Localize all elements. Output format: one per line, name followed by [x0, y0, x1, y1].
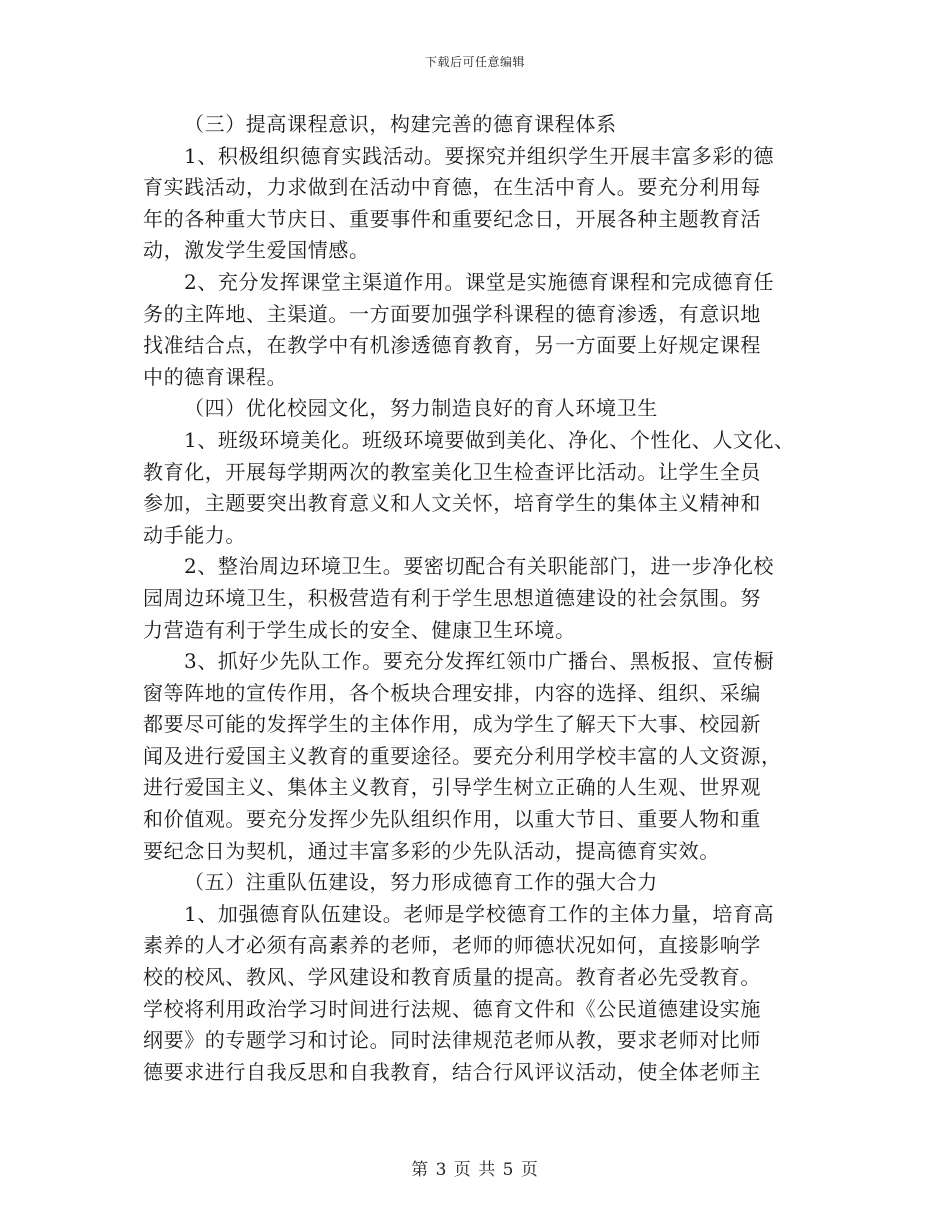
- text-line: （四）优化校园文化，努力制造良好的育人环境卫生: [184, 396, 658, 421]
- text-line: 闻及进行爱国主义教育的重要途径。要充分利用学校丰富的人文资源，: [143, 743, 782, 768]
- text-line: 力营造有利于学生成长的安全、健康卫生环境。: [143, 617, 576, 642]
- page-header: 下载后可任意编辑: [424, 55, 525, 69]
- text-line: 1、积极组织德育实践活动。要探究并组织学生开展丰富多彩的德: [184, 143, 775, 168]
- text-line: 学校将利用政治学习时间进行法规、德育文件和《公民道德建设实施: [143, 996, 761, 1021]
- text-line: 进行爱国主义、集体主义教育，引导学生树立正确的人生观、世界观: [143, 775, 761, 800]
- text-line: 都要尽可能的发挥学生的主体作用，成为学生了解天下大事、校园新: [143, 712, 761, 737]
- text-line: （三）提高课程意识，构建完善的德育课程体系: [184, 112, 617, 136]
- text-line: 德要求进行自我反思和自我教育，结合行风评议活动，使全体老师主: [143, 1059, 761, 1084]
- text-line: 素养的人才必须有高素养的老师，老师的师德状况如何，直接影响学: [143, 933, 761, 958]
- text-line: 校的校风、教风、学风建设和教育质量的提高。教育者必先受教育。: [143, 965, 761, 990]
- text-line: 1、加强德育队伍建设。老师是学校德育工作的主体力量，培育高: [184, 901, 775, 926]
- text-line: 找准结合点，在教学中有机渗透德育教育，另一方面要上好规定课程: [143, 333, 761, 358]
- document-body: [143, 109, 823, 1088]
- text-line: 1、班级环境美化。班级环境要做到美化、净化、个性化、人文化、: [184, 427, 795, 452]
- text-line: 年的各种重大节庆日、重要事件和重要纪念日，开展各种主题教育活: [143, 206, 761, 231]
- page-footer: 第 3 页 共 5 页: [411, 1160, 539, 1180]
- text-line: 中的德育课程。: [143, 364, 288, 389]
- text-line: 务的主阵地、主渠道。一方面要加强学科课程的德育渗透，有意识地: [143, 301, 761, 326]
- text-line: 纲要》的专题学习和讨论。同时法律规范老师从教，要求老师对比师: [143, 1028, 761, 1053]
- text-line: 育实践活动，力求做到在活动中育德，在生活中育人。要充分利用每: [143, 175, 761, 200]
- text-line: 窗等阵地的宣传作用，各个板块合理安排，内容的选择、组织、采编: [143, 680, 761, 705]
- text-line: 参加，主题要突出教育意义和人文关怀，培育学生的集体主义精神和: [143, 491, 761, 516]
- text-line: 2、充分发挥课堂主渠道作用。课堂是实施德育课程和完成德育任: [184, 269, 775, 294]
- text-line: 和价值观。要充分发挥少先队组织作用，以重大节日、重要人物和重: [143, 807, 761, 832]
- text-line: 教育化，开展每学期两次的教室美化卫生检查评比活动。让学生全员: [143, 459, 761, 484]
- text-line: 园周边环境卫生，积极营造有利于学生思想道德建设的社会氛围。努: [143, 585, 761, 610]
- text-line: 要纪念日为契机，通过丰富多彩的少先队活动，提高德育实效。: [143, 838, 720, 863]
- text-line: 动，激发学生爱国情感。: [143, 238, 370, 263]
- text-line: 动手能力。: [143, 522, 246, 547]
- text-line: 2、整治周边环境卫生。要密切配合有关职能部门，进一步净化校: [184, 554, 775, 579]
- text-line: 3、抓好少先队工作。要充分发挥红领巾广播台、黑板报、宣传橱: [184, 649, 775, 674]
- text-line: （五）注重队伍建设，努力形成德育工作的强大合力: [184, 870, 658, 895]
